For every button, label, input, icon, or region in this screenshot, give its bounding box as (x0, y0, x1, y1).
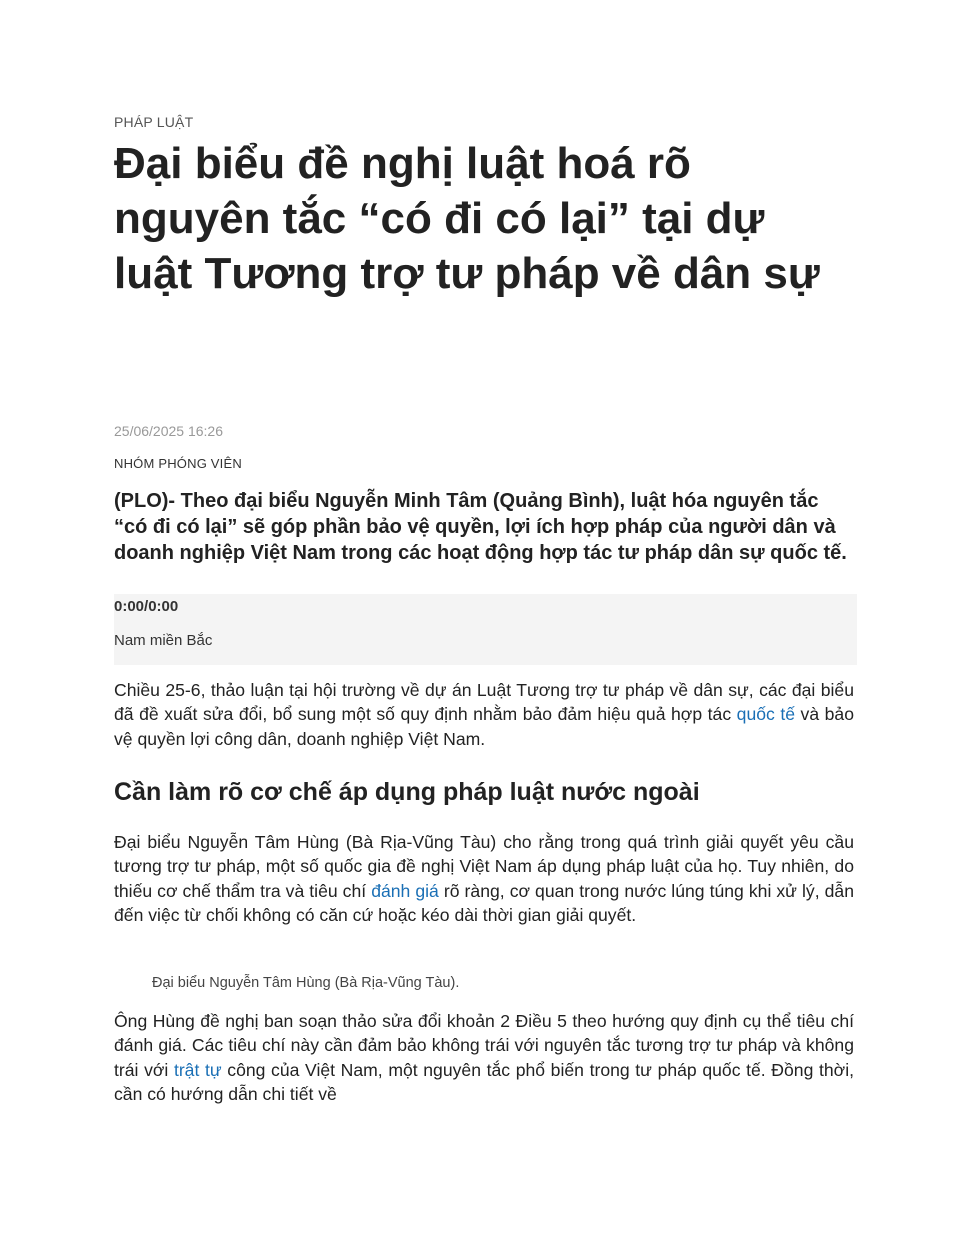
audio-time: 0:00/0:00 (114, 598, 179, 615)
paragraph-text: Ông Hùng đề nghị ban soạn thảo sửa đổi khoản 2 Điều 5 theo hướng quy định cụ thể tiêu chí đánh giá. Các tiêu chí này cần đảm bảo không trái với nguyên tắc tương trợ tư pháp và không trái với (114, 1011, 854, 1080)
link-danh-gia[interactable]: đánh giá (371, 880, 439, 901)
article-title: Đại biểu đề nghị luật hoá rõ nguyên tắc “có đi có lại” tại dự luật Tương trợ tư pháp về dân sự (114, 139, 820, 298)
link-trat-tu[interactable]: trật tự (173, 1059, 222, 1080)
author-name[interactable]: NHÓM PHÓNG VIÊN (114, 456, 242, 471)
category-label[interactable]: PHÁP LUẬT (114, 114, 194, 130)
body-paragraph (114, 1009, 854, 1106)
body-paragraph (114, 678, 854, 751)
article-sapo: (PLO)- Theo đại biểu Nguyễn Minh Tâm (Quảng Bình), luật hóa nguyên tắc “có đi có lại” sẽ góp phần bảo vệ quyền, lợi ích hợp pháp của người dân và doanh nghiệp Việt Nam trong các hoạt động hợp tác tư pháp dân sự quốc tế. (114, 490, 847, 564)
paragraph-text: và bảo vệ quyền lợi công dân, doanh nghiệp Việt Nam. (114, 704, 855, 749)
paragraph-text: Chiều 25-6, thảo luận tại hội trường về dự án Luật Tương trợ tư pháp về dân sự, các đại biểu đã đề xuất sửa đổi, bổ sung một số quy định nhằm bảo đảm hiệu quả hợp tác (114, 680, 854, 725)
image-caption: Đại biểu Nguyễn Tâm Hùng (Bà Rịa-Vũng Tàu). (152, 975, 460, 991)
section-heading: Cần làm rõ cơ chế áp dụng pháp luật nước ngoài (114, 778, 700, 806)
paragraph-text: công của Việt Nam, một nguyên tắc phổ biến trong tư pháp quốc tế. Đồng thời, cần có hướng dẫn chi tiết về (114, 1059, 854, 1104)
body-paragraph (114, 830, 854, 927)
link-quoc-te[interactable]: quốc tế (736, 704, 796, 725)
paragraph-text: Đại biểu Nguyễn Tâm Hùng (Bà Rịa-Vũng Tàu) cho rằng trong quá trình giải quyết yêu cầu tương trợ tư pháp, một số quốc gia đề nghị Việt Nam áp dụng pháp luật của họ. Tuy nhiên, do thiếu cơ chế thẩm tra và tiêu chí (114, 832, 854, 901)
audio-player[interactable] (114, 594, 857, 665)
audio-voice-selector[interactable]: Nam miền Bắc (114, 632, 213, 649)
publish-datetime: 25/06/2025 16:26 (114, 423, 223, 439)
paragraph-text: rõ ràng, cơ quan trong nước lúng túng khi xử lý, dẫn đến việc từ chối không có căn cứ hoặc kéo dài thời gian giải quyết. (114, 880, 854, 925)
